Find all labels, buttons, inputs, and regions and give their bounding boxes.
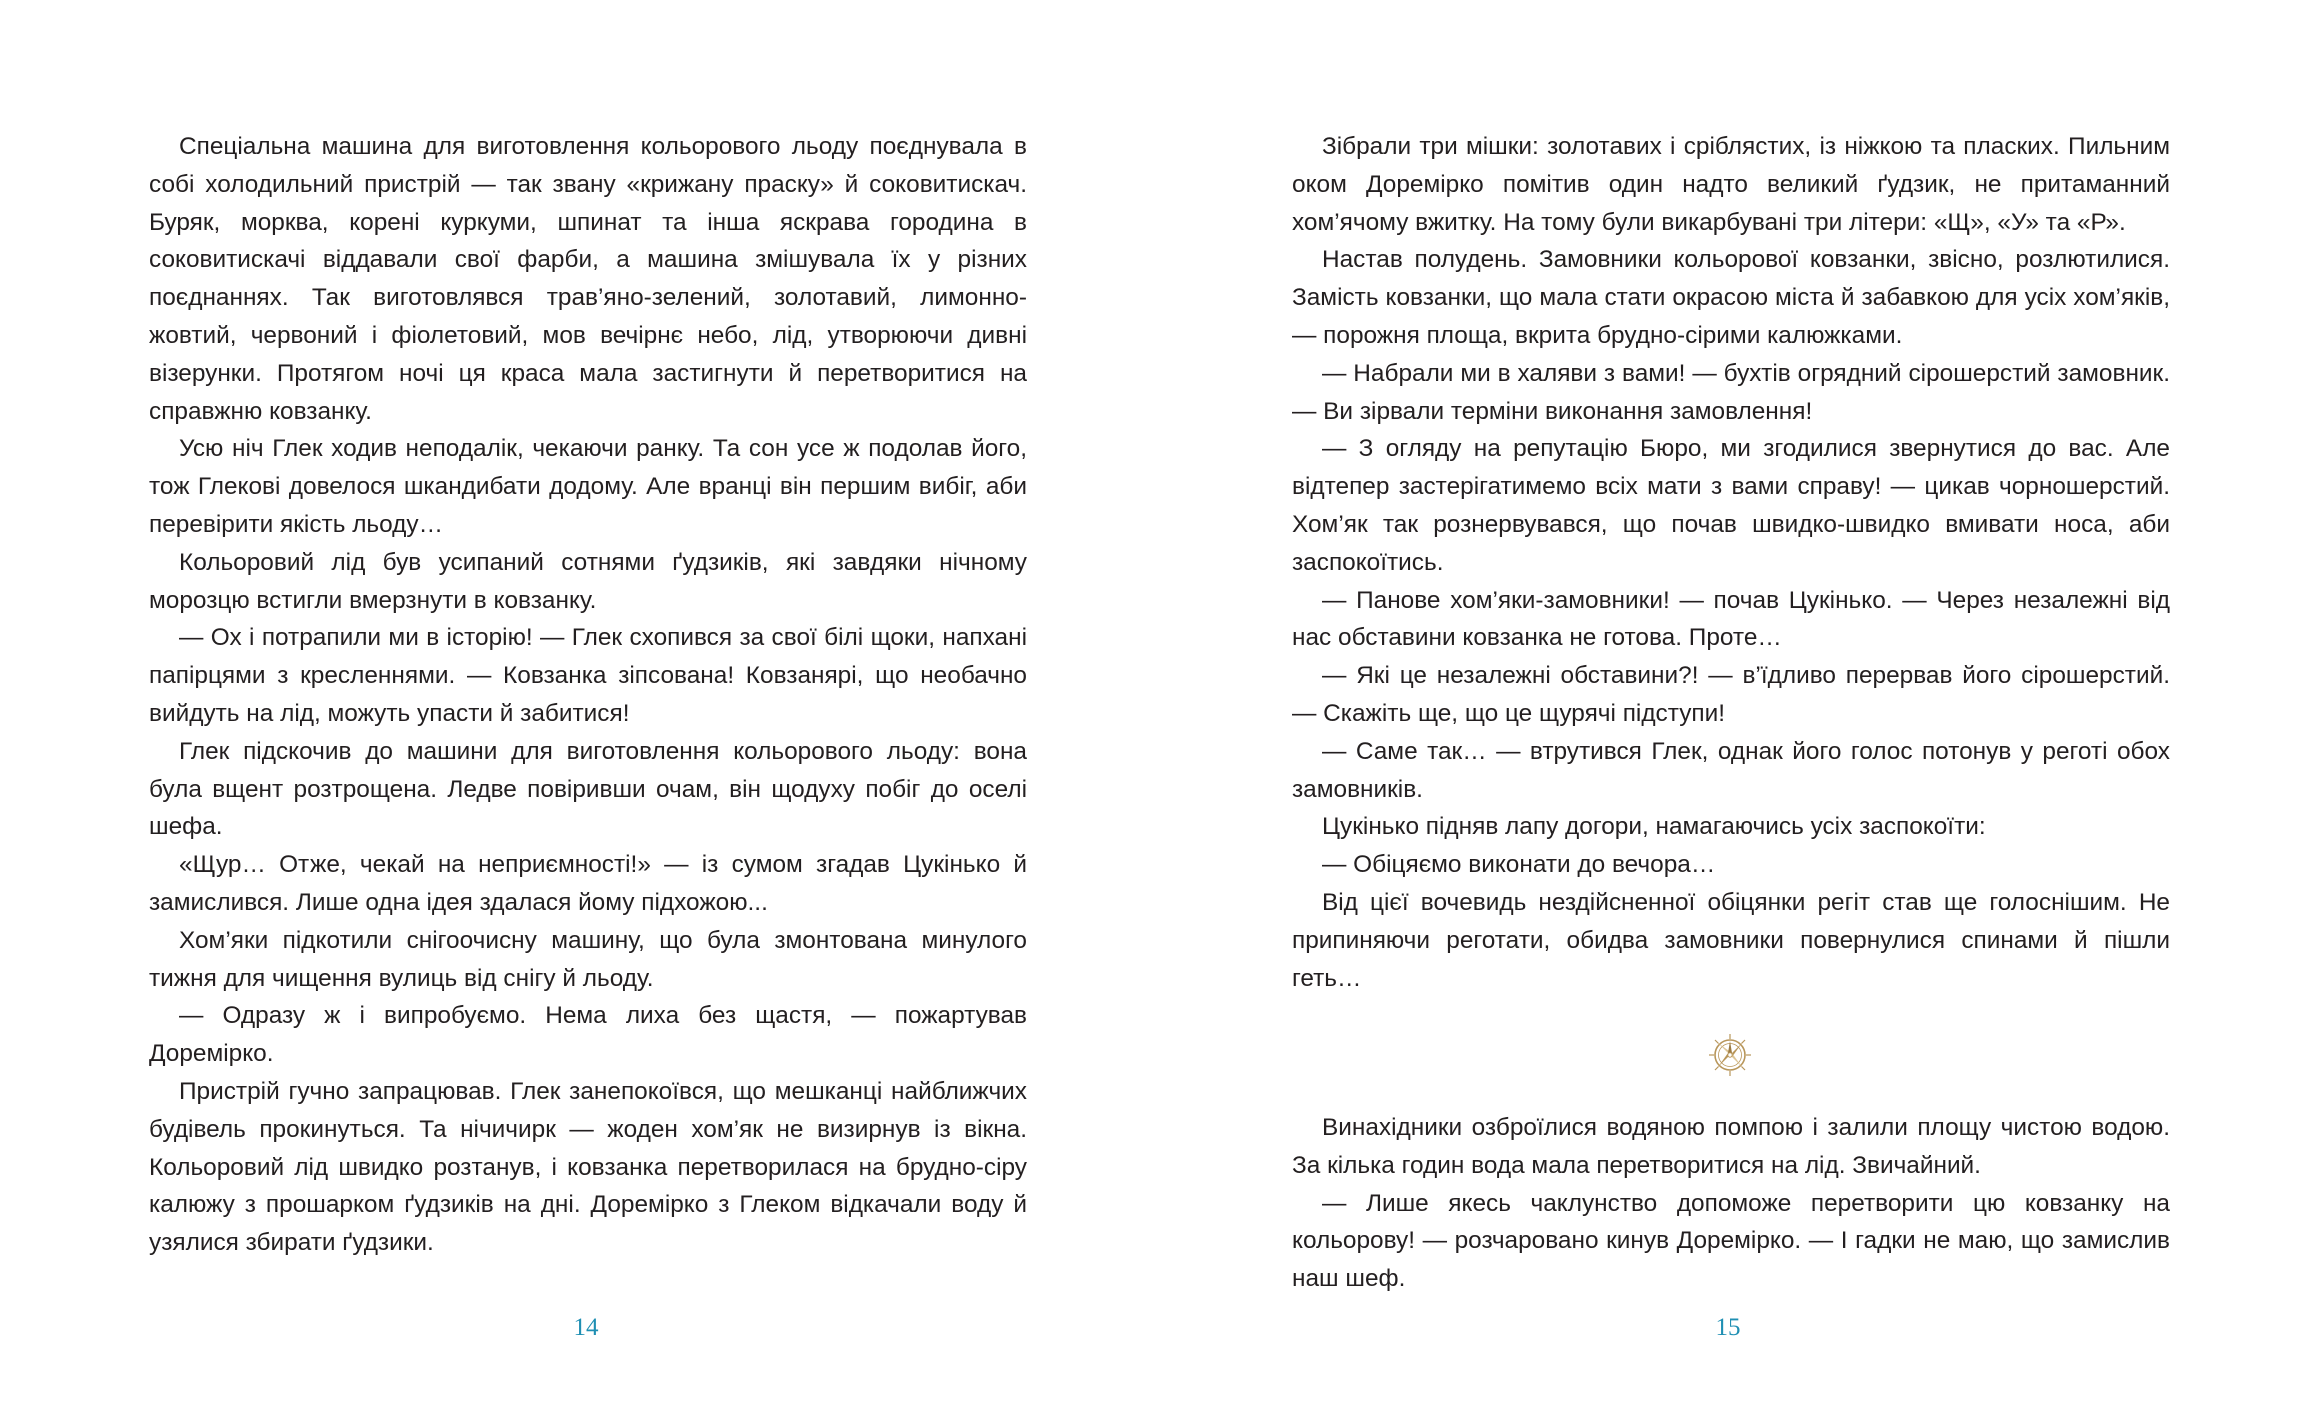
paragraph: — Саме так… — втрутився Глек, однак його голос потонув у реготі обох замовників. — [1292, 737, 2170, 803]
paragraph: — Лише якесь чаклунство допоможе перетворити цю ковзанку на кольорову! — розчаровано кинув Доремірко. — І гадки не маю, що замислив наш шеф. — [1292, 1189, 2170, 1293]
paragraph: — Панове хом’яки-замовники! — почав Цукінько. — Через незалежні від нас обставини ковзанка не готова. Проте… — [1292, 586, 2170, 652]
paragraph: Усю ніч Глек ходив неподалік, чекаючи ранку. Та сон усе ж подолав його, тож Глекові довелося шкандибати додому. Але вранці він першим вибіг, аби перевірити якість льоду… — [149, 435, 1027, 538]
paragraph: Глек підскочив до машини для виготовлення кольорового льоду: вона була вщент розтрощена. Ледве повіривши очам, він щодуху побіг до оселі шефа. — [149, 737, 1027, 841]
paragraph: — Одразу ж і випробуємо. Нема лиха без щастя, — пожартував Доремірко. — [149, 1002, 1027, 1068]
compass-rose-icon — [1706, 1031, 1754, 1079]
page-number-right: 15 — [1715, 1314, 1741, 1341]
right-page — [1152, 0, 2304, 1418]
paragraph: — Які це незалежні обставини?! — в’їдливо перервав його сірошерстий. — Скажіть ще, що це щурячі підступи! — [1292, 662, 2170, 727]
paragraph: Спеціальна машина для виготовлення кольорового льоду поєднувала в собі холодильний пристрій — так звану «крижану праску» й соковитискач. Буряк, морква, корені куркуми, шпинат та інша яскрава городина в соковитискачі віддавали свої фарби, а машина змішувала їх у різних поєднаннях. Так виготовлявся трав’яно-зелений, золотавий, лимонно-жовтий, червоний і фіолетовий, мов вечірнє небо, лід, утворюючи дивні візерунки. Протягом ночі ця краса мала застигнути й перетворитися на справжню ковзанку. — [149, 133, 1027, 425]
paragraph: Хом’яки підкотили снігоочисну машину, що була змонтована минулого тижня для чищення вулиць від снігу й льоду. — [149, 926, 1027, 992]
page-number-left: 14 — [573, 1314, 599, 1341]
right-page-text-after-ornament — [1292, 1109, 2170, 1298]
paragraph: — З огляду на репутацію Бюро, ми згодилися звернутися до вас. Але відтепер застерігатимемо всіх мати з вами справу! — цикав чорношерстий. Хом’як так рознервувався, що почав швидко-швидко вмивати носа, аби заспокоїтись. — [1292, 435, 2170, 576]
paragraph: Від цієї вочевидь нездійсненної обіцянки регіт став ще голоснішим. Не припиняючи реготати, обидва замовники повернулися спинами й пішли геть… — [1292, 888, 2170, 992]
paragraph: Винахідники озброїлися водяною помпою і залили площу чистою водою. За кілька годин вода мала перетворитися на лід. Звичайний. — [1292, 1114, 2170, 1179]
paragraph: Зібрали три мішки: золотавих і сріблястих, із ніжкою та пласких. Пильним оком Доремірко помітив один надто великий ґудзик, не притаманний хом’ячому вжитку. На тому були викарбувані три літери: «Щ», «У» та «Р». — [1292, 133, 2170, 236]
paragraph: «Щур… Отже, чекай на неприємності!» — із сумом згадав Цукінько й замислився. Лише одна ідея здалася йому підхожою... — [149, 851, 1027, 916]
paragraph: Кольоровий лід був усипаний сотнями ґудзиків, які завдяки нічному морозцю встигли вмерзнути в ковзанку. — [149, 548, 1027, 614]
paragraph: Настав полудень. Замовники кольорової ковзанки, звісно, розлютилися. Замість ковзанки, що мала стати окрасою міста й забавкою для усіх хом’яків, — порожня площа, вкрита брудно-сірими калюжками. — [1292, 246, 2170, 349]
paragraph: — Обіцяємо виконати до вечора… — [1322, 851, 1716, 879]
paragraph: Пристрій гучно запрацював. Глек занепокоївся, що мешканці найближчих будівель прокинуться. Та нічичирк — жоден хом’як не визирнув із вікна. Кольоровий лід швидко розтанув, і ковзанка перетворилася на брудно-сіру калюжу з прошарком ґудзиків на дні. Доремірко з Глеком відкачали воду й узялися збирати ґудзики. — [149, 1077, 1027, 1257]
paragraph: — Набрали ми в халяви з вами! — бухтів огрядний сірошерстий замовник. — Ви зірвали терміни виконання замовлення! — [1292, 359, 2170, 425]
right-page-text — [1292, 128, 2170, 997]
paragraph: — Ох і потрапили ми в історію! — Глек схопився за свої білі щоки, напхані папірцями з кресленнями. — Ковзанка зіпсована! Ковзанярі, що необачно вийдуть на лід, можуть упасти й забитися! — [149, 624, 1027, 727]
left-page-text — [149, 128, 1027, 1262]
paragraph: Цукінько підняв лапу догори, намагаючись усіх заспокоїти: — [1322, 813, 1986, 841]
